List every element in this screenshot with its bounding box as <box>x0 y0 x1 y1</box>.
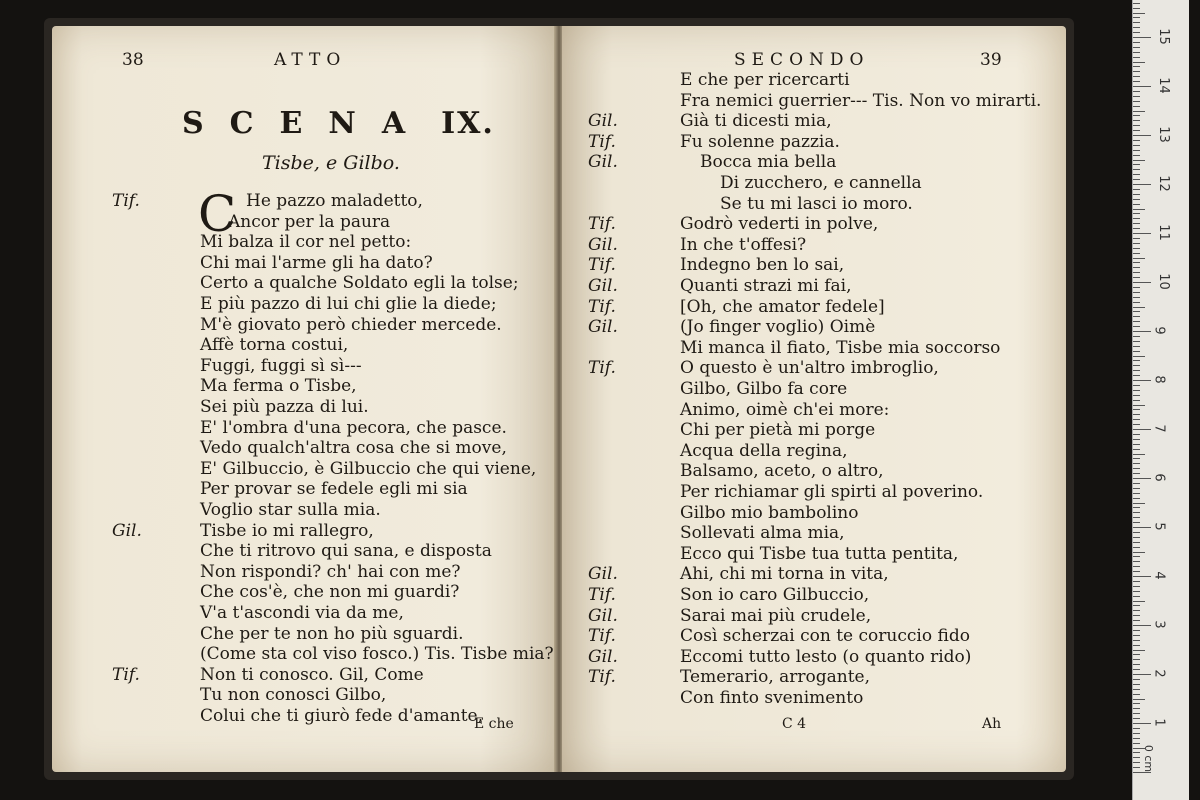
ruler-number: 15 <box>1155 28 1171 45</box>
ruler-tick <box>1133 449 1140 450</box>
ruler-tick <box>1133 316 1140 317</box>
ruler-tick <box>1133 321 1140 322</box>
ruler-tick <box>1133 659 1140 660</box>
ruler-tick <box>1133 155 1140 156</box>
ruler-tick <box>1133 184 1151 185</box>
ruler-tick <box>1133 483 1140 484</box>
ruler-tick <box>1133 17 1140 18</box>
ruler-tick <box>1133 91 1140 92</box>
ruler-tick <box>1133 615 1140 616</box>
ruler-number: 9 <box>1151 326 1167 335</box>
text-line: Ma ferma o Tisbe, <box>200 376 357 397</box>
text-line: Con finto svenimento <box>680 688 864 708</box>
ruler-tick <box>1133 297 1140 298</box>
ruler-tick <box>1133 605 1140 606</box>
ruler-tick <box>1133 400 1140 401</box>
text-line: Che ti ritrovo qui sana, e disposta <box>200 541 492 562</box>
ruler-tick <box>1133 228 1140 229</box>
ruler-tick <box>1133 375 1140 376</box>
text-line: V'a t'ascondi via da me, <box>200 603 404 623</box>
text-line: E che per ricercarti <box>680 70 850 90</box>
ruler-tick <box>1133 380 1151 381</box>
text-line: Gilbo mio bambolino <box>680 502 859 523</box>
ruler-tick <box>1133 179 1140 180</box>
ruler-tick <box>1133 248 1140 249</box>
ruler-tick <box>1133 243 1140 244</box>
measurement-ruler <box>1132 0 1189 800</box>
text-line: Fuggi, fuggi sì sì--- <box>200 355 362 376</box>
ruler-tick <box>1133 591 1140 592</box>
ruler-tick <box>1133 507 1140 508</box>
ruler-tick <box>1133 8 1140 9</box>
text-line: Indegno ben lo sai, <box>680 255 845 276</box>
text-line: Animo, oimè ch'ei more: <box>680 399 890 420</box>
text-line: Mi manca il fiato, Tisbe mia soccorso <box>680 337 1001 358</box>
ruler-number: 11 <box>1155 224 1171 241</box>
ruler-tick <box>1133 253 1140 254</box>
ruler-tick <box>1133 262 1140 263</box>
text-line: He pazzo maladetto, <box>246 191 423 211</box>
text-line: Voglio star sulla mia. <box>200 500 381 520</box>
ruler-tick <box>1133 689 1140 690</box>
text-line: E più pazzo di lui chi glie la diede; <box>200 294 497 314</box>
ruler-tick <box>1133 566 1140 567</box>
ruler-tick <box>1133 757 1140 758</box>
ruler-tick <box>1133 130 1140 131</box>
left-page-number: 38 <box>122 50 144 70</box>
ruler-tick <box>1133 101 1140 102</box>
ruler-tick <box>1133 47 1140 48</box>
ruler-number: 14 <box>1155 77 1171 94</box>
scene-characters: Tisbe, e Gilbo. <box>262 152 400 174</box>
signature-mark: C 4 <box>782 716 807 732</box>
text-line: O questo è un'altro imbroglio, <box>680 358 939 379</box>
ruler-tick <box>1133 674 1151 675</box>
ruler-tick <box>1133 71 1140 72</box>
ruler-tick <box>1133 414 1140 415</box>
text-line: Affè torna costui, <box>200 335 349 356</box>
text-line: E' l'ombra d'una pecora, che pasce. <box>200 417 507 438</box>
ruler-tick <box>1133 767 1140 768</box>
ruler-tick <box>1133 199 1140 200</box>
ruler-tick <box>1133 272 1140 273</box>
ruler-tick <box>1133 429 1151 430</box>
ruler-tick <box>1133 3 1140 4</box>
text-line: Certo a qualche Soldato egli la tolse; <box>200 273 519 294</box>
speaker-label: Gil. <box>588 152 618 173</box>
speaker-label: Tif. <box>112 664 140 685</box>
text-line: Temerario, arrogante, <box>680 667 871 688</box>
text-line: Chi per pietà mi porge <box>680 420 876 441</box>
left-page <box>52 26 556 772</box>
ruler-tick <box>1133 645 1140 646</box>
text-line: Mi balza il cor nel petto: <box>200 232 412 253</box>
ruler-tick <box>1133 738 1140 739</box>
ruler-tick <box>1133 307 1145 308</box>
open-book <box>44 18 1074 780</box>
ruler-tick <box>1133 772 1151 773</box>
ruler-tick <box>1133 498 1140 499</box>
ruler-tick <box>1133 517 1140 518</box>
ruler-tick <box>1133 42 1140 43</box>
ruler-number: 12 <box>1155 175 1171 192</box>
ruler-number: 13 <box>1155 126 1171 143</box>
speaker-label: Gil. <box>588 317 618 338</box>
ruler-tick <box>1133 395 1140 396</box>
ruler-tick <box>1133 419 1140 420</box>
ruler-tick <box>1133 135 1151 136</box>
ruler-tick <box>1133 537 1140 538</box>
text-line: Vedo qualch'altra cosa che si move, <box>200 438 507 459</box>
text-line: Balsamo, aceto, o altro, <box>680 461 884 482</box>
ruler-tick <box>1133 728 1140 729</box>
text-line: Fu solenne pazzia. <box>680 131 840 152</box>
ruler-tick <box>1133 169 1140 170</box>
ruler-tick <box>1133 454 1145 455</box>
text-line: Gilbo, Gilbo fa core <box>680 379 848 399</box>
ruler-tick <box>1133 341 1140 342</box>
text-line: Ancor per la paura <box>228 211 391 232</box>
speaker-label: Gil. <box>588 646 618 667</box>
ruler-tick <box>1133 635 1140 636</box>
ruler-unit-label: 0 cm <box>1142 744 1156 773</box>
ruler-tick <box>1133 81 1140 82</box>
ruler-tick <box>1133 503 1145 504</box>
ruler-tick <box>1133 267 1140 268</box>
ruler-tick <box>1133 223 1140 224</box>
ruler-tick <box>1133 571 1140 572</box>
ruler-number: 4 <box>1151 571 1167 580</box>
text-line: Fra nemici guerrier--- Tis. Non vo mirarti. <box>680 90 1042 111</box>
ruler-tick <box>1133 468 1140 469</box>
ruler-number: 7 <box>1151 424 1167 433</box>
ruler-tick <box>1133 620 1140 621</box>
ruler-tick <box>1133 277 1140 278</box>
ruler-tick <box>1133 106 1140 107</box>
speaker-label: Gil. <box>588 111 618 132</box>
text-line: Così scherzai con te coruccio fido <box>680 626 970 647</box>
ruler-tick <box>1133 752 1140 753</box>
text-line: Colui che ti giurò fede d'amante, <box>200 706 483 726</box>
ruler-tick <box>1133 52 1140 53</box>
ruler-tick <box>1133 586 1140 587</box>
ruler-tick <box>1133 160 1145 161</box>
drop-cap: C <box>198 185 237 243</box>
scene-heading <box>182 106 495 141</box>
left-running-head: ATTO <box>274 50 347 70</box>
ruler-tick <box>1133 331 1151 332</box>
ruler-tick <box>1133 493 1140 494</box>
ruler-tick <box>1133 390 1140 391</box>
text-line: Son io caro Gilbuccio, <box>680 585 870 605</box>
ruler-tick <box>1133 434 1140 435</box>
speaker-label: Gil. <box>588 276 618 296</box>
ruler-tick <box>1133 194 1140 195</box>
ruler-tick <box>1133 561 1140 562</box>
ruler-tick <box>1133 478 1151 479</box>
ruler-tick <box>1133 463 1140 464</box>
text-line: Ahi, chi mi torna in vita, <box>680 564 889 585</box>
ruler-tick <box>1133 370 1140 371</box>
text-line: Ecco qui Tisbe tua tutta pentita, <box>680 543 959 564</box>
ruler-tick <box>1133 145 1140 146</box>
ruler-number: 2 <box>1151 669 1167 678</box>
text-line: M'è giovato però chieder mercede. <box>200 314 502 335</box>
ruler-tick <box>1133 542 1140 543</box>
ruler-tick <box>1133 640 1140 641</box>
ruler-tick <box>1133 218 1140 219</box>
right-running-head: SECONDO <box>734 50 870 70</box>
text-line: Che per te non ho più sguardi. <box>200 623 464 644</box>
text-line: Per provar se fedele egli mi sia <box>200 479 468 500</box>
text-line: (Jo finger voglio) Oimè <box>680 317 876 338</box>
text-line: Tu non conosci Gilbo, <box>200 685 387 706</box>
ruler-tick <box>1133 630 1140 631</box>
ruler-tick <box>1133 238 1140 239</box>
ruler-tick <box>1133 57 1140 58</box>
ruler-tick <box>1133 424 1140 425</box>
ruler-tick <box>1133 532 1140 533</box>
ruler-tick <box>1133 140 1140 141</box>
ruler-tick <box>1133 552 1145 553</box>
speaker-label: Gil. <box>112 520 142 541</box>
ruler-tick <box>1133 150 1140 151</box>
text-line: Quanti strazi mi fai, <box>680 276 852 296</box>
ruler-tick <box>1133 76 1140 77</box>
right-page <box>562 26 1066 772</box>
ruler-tick <box>1133 625 1151 626</box>
text-line: In che t'offesi? <box>680 234 807 255</box>
ruler-tick <box>1133 522 1140 523</box>
ruler-tick <box>1133 703 1140 704</box>
speaker-label: Gil. <box>588 234 618 255</box>
ruler-tick <box>1133 258 1145 259</box>
ruler-tick <box>1133 32 1140 33</box>
ruler-tick <box>1133 439 1140 440</box>
ruler-tick <box>1133 679 1140 680</box>
ruler-tick <box>1133 37 1151 38</box>
left-catchword: E che <box>474 716 514 732</box>
right-catchword: Ah <box>982 716 1002 732</box>
text-line: Non rispondi? ch' hai con me? <box>200 561 461 582</box>
text-line: Per richiamar gli spirti al poverino. <box>680 482 984 502</box>
ruler-tick <box>1133 409 1140 410</box>
text-line: Di zucchero, e cannella <box>720 173 922 193</box>
ruler-tick <box>1133 654 1140 655</box>
ruler-tick <box>1133 743 1140 744</box>
ruler-tick <box>1133 292 1140 293</box>
ruler-tick <box>1133 713 1140 714</box>
ruler-tick <box>1133 556 1140 557</box>
speaker-label: Tif. <box>588 585 616 605</box>
text-line: Non ti conosco. Gil, Come <box>200 664 424 685</box>
text-line: Se tu mi lasci io moro. <box>720 193 913 214</box>
ruler-tick <box>1133 336 1140 337</box>
text-line: Godrò vederti in polve, <box>680 214 879 235</box>
ruler-number: 5 <box>1151 522 1167 531</box>
ruler-number: 3 <box>1151 620 1167 629</box>
speaker-label: Tif. <box>588 214 616 235</box>
speaker-label: Tif. <box>588 255 616 276</box>
ruler-tick <box>1133 581 1140 582</box>
text-line: Sollevati alma mia, <box>680 523 845 544</box>
text-line: E' Gilbuccio, è Gilbuccio che qui viene, <box>200 458 537 479</box>
ruler-number: 6 <box>1151 473 1167 482</box>
ruler-tick <box>1133 596 1140 597</box>
text-line: [Oh, che amator fedele] <box>680 296 885 317</box>
ruler-tick <box>1133 311 1140 312</box>
ruler-tick <box>1133 204 1140 205</box>
ruler-tick <box>1133 365 1140 366</box>
ruler-tick <box>1133 164 1140 165</box>
right-page-number: 39 <box>980 50 1002 70</box>
ruler-tick <box>1133 650 1145 651</box>
ruler-tick <box>1133 13 1145 14</box>
ruler-tick <box>1133 326 1140 327</box>
ruler-tick <box>1133 576 1151 577</box>
ruler-tick <box>1133 601 1145 602</box>
speaker-label: Gil. <box>588 564 618 585</box>
ruler-tick <box>1133 708 1140 709</box>
ruler-tick <box>1133 405 1145 406</box>
text-line: Eccomi tutto lesto (o quanto rido) <box>680 646 972 667</box>
speaker-label: Tif. <box>588 131 616 152</box>
scene-heading-label: SCENA <box>182 106 432 141</box>
ruler-tick <box>1133 351 1140 352</box>
ruler-tick <box>1133 718 1140 719</box>
ruler-tick <box>1133 360 1140 361</box>
text-line: Tisbe io mi rallegro, <box>200 520 374 541</box>
speaker-label: Gil. <box>588 605 618 626</box>
ruler-tick <box>1133 125 1140 126</box>
ruler-tick <box>1133 669 1140 670</box>
ruler-tick <box>1133 86 1151 87</box>
ruler-tick <box>1133 547 1140 548</box>
ruler-tick <box>1133 610 1140 611</box>
ruler-tick <box>1133 96 1140 97</box>
ruler-tick <box>1133 115 1140 116</box>
text-line: Chi mai l'arme gli ha dato? <box>200 252 433 273</box>
ruler-tick <box>1133 385 1140 386</box>
ruler-tick <box>1133 189 1140 190</box>
ruler-number: 8 <box>1151 375 1167 384</box>
ruler-number: 10 <box>1155 273 1171 290</box>
text-line: Che cos'è, che non mi guardi? <box>200 582 460 603</box>
ruler-tick <box>1133 733 1140 734</box>
speaker-label: Tif. <box>588 296 616 317</box>
scene-number: IX. <box>441 106 495 141</box>
text-line: Bocca mia bella <box>700 152 837 173</box>
ruler-tick <box>1133 120 1140 121</box>
ruler-tick <box>1133 723 1151 724</box>
ruler-tick <box>1133 684 1140 685</box>
speaker-label: Tif. <box>588 626 616 647</box>
ruler-tick <box>1133 111 1145 112</box>
text-line: Sarai mai più crudele, <box>680 605 872 626</box>
ruler-tick <box>1133 458 1140 459</box>
ruler-tick <box>1133 664 1140 665</box>
ruler-tick <box>1133 488 1140 489</box>
ruler-tick <box>1133 282 1151 283</box>
ruler-tick <box>1133 694 1140 695</box>
ruler-tick <box>1133 302 1140 303</box>
ruler-tick <box>1133 473 1140 474</box>
ruler-tick <box>1133 699 1145 700</box>
speaker-label: Tif. <box>588 358 616 379</box>
ruler-tick <box>1133 233 1151 234</box>
ruler-tick <box>1133 512 1140 513</box>
text-line: Acqua della regina, <box>680 440 848 461</box>
ruler-tick <box>1133 287 1140 288</box>
ruler-tick <box>1133 174 1140 175</box>
speaker-label: Tif. <box>588 667 616 688</box>
ruler-tick <box>1133 527 1151 528</box>
ruler-tick <box>1133 66 1140 67</box>
ruler-number: 1 <box>1151 718 1167 727</box>
speaker-label: Tif. <box>112 191 140 211</box>
ruler-tick <box>1133 762 1140 763</box>
ruler-tick <box>1133 213 1140 214</box>
ruler-tick <box>1133 444 1140 445</box>
ruler-tick <box>1133 209 1145 210</box>
text-line: Sei più pazza di lui. <box>200 397 369 417</box>
text-line: (Come sta col viso fosco.) Tis. Tisbe mia? <box>200 644 554 665</box>
ruler-tick <box>1133 22 1140 23</box>
ruler-tick <box>1133 356 1145 357</box>
ruler-tick <box>1133 346 1140 347</box>
text-line: Già ti dicesti mia, <box>680 111 832 132</box>
ruler-tick <box>1133 62 1145 63</box>
ruler-tick <box>1133 27 1140 28</box>
